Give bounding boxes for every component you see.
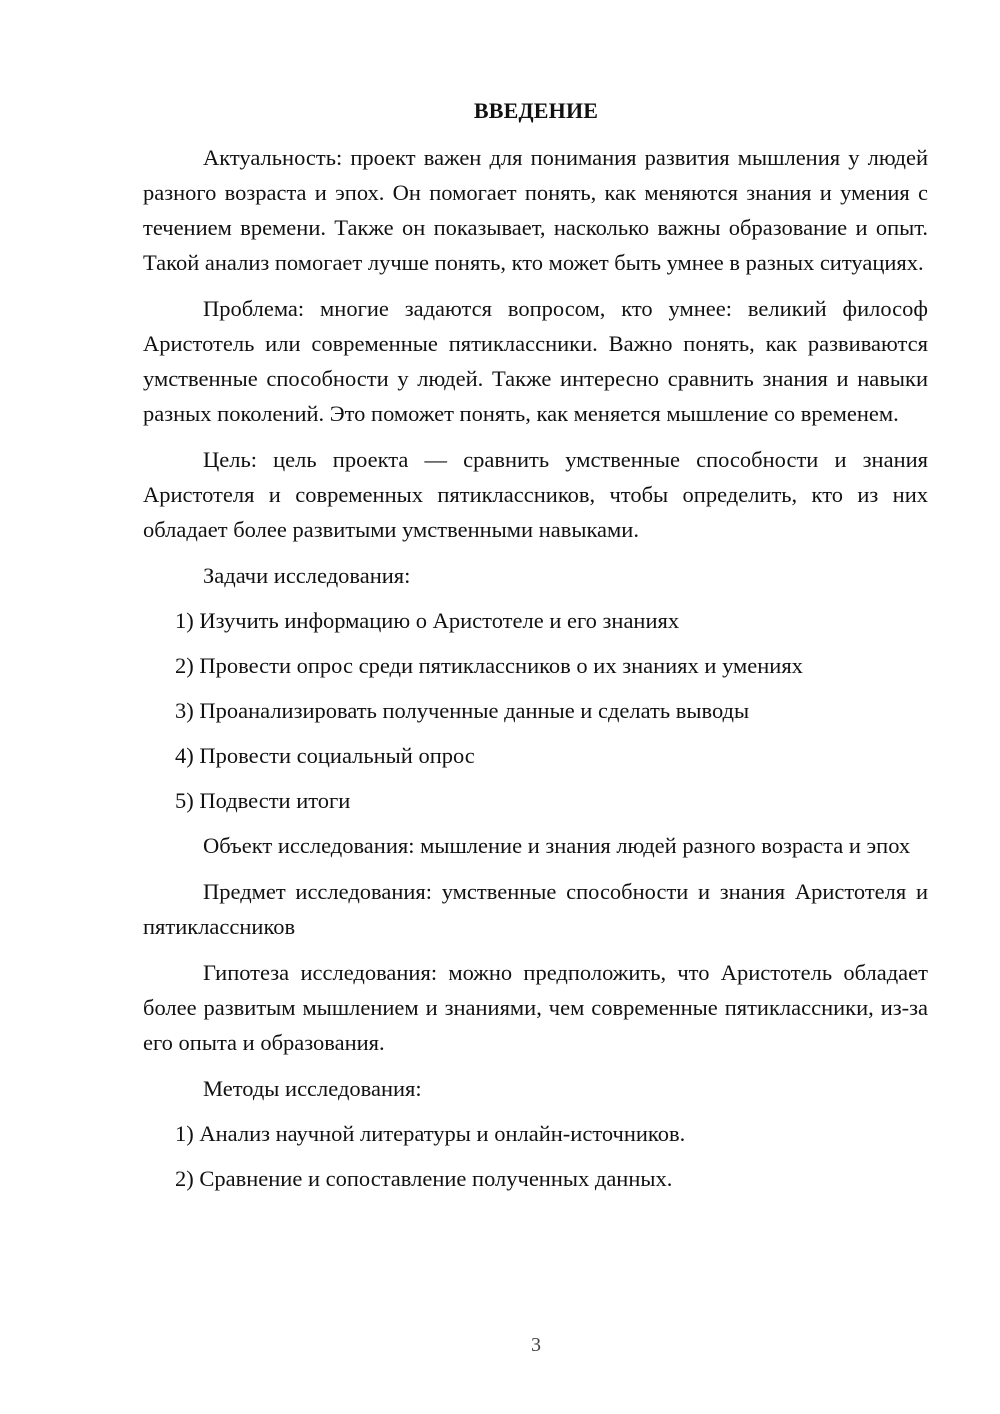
methods-label: Методы исследования: [203,1076,422,1101]
task-item: 1) Изучить информацию о Аристотеле и его знаниях [175,608,680,633]
goal-paragraph: Цель: цель проекта — сравнить умственные способности и знания Аристотеля и современных пятиклассников, чтобы определить, кто из них обладает более развитыми умственными навыками. [143,447,928,542]
task-item: 2) Провести опрос среди пятиклассников о их знаниях и умениях [175,653,803,678]
subject-paragraph: Предмет исследования: умственные способности и знания Аристотеля и пятиклассников [143,879,928,939]
relevance-paragraph: Актуальность: проект важен для понимания развития мышления у людей разного возраста и эпох. Он помогает понять, как меняются знания и умения с течением времени. Также он показывает, насколько важны образование и опыт. Такой анализ помогает лучше понять, кто может быть умнее в разных ситуациях. [143,145,928,275]
task-item: 5) Подвести итоги [175,788,351,813]
tasks-label: Задачи исследования: [203,563,411,588]
problem-paragraph: Проблема: многие задаются вопросом, кто умнее: великий философ Аристотель или современные пятиклассники. Важно понять, как развиваются умственные способности у людей. Также интересно сравнить знания и навыки разных поколений. Это поможет понять, как меняется мышление со временем. [143,296,928,426]
method-item: 1) Анализ научной литературы и онлайн-источников. [175,1121,686,1146]
section-heading: ВВЕДЕНИЕ [473,98,599,123]
object-paragraph: Объект исследования: мышление и знания людей разного возраста и эпох [203,833,911,858]
hypothesis-paragraph: Гипотеза исследования: можно предположить, что Аристотель обладает более развитым мышлением и знаниями, чем современные пятиклассники, из-за его опыта и образования. [143,960,928,1055]
page-number: 3 [531,1334,541,1356]
method-item: 2) Сравнение и сопоставление полученных данных. [175,1166,673,1191]
body-text [143,140,928,1206]
task-item: 4) Провести социальный опрос [175,743,475,768]
task-item: 3) Проанализировать полученные данные и сделать выводы [175,698,750,723]
